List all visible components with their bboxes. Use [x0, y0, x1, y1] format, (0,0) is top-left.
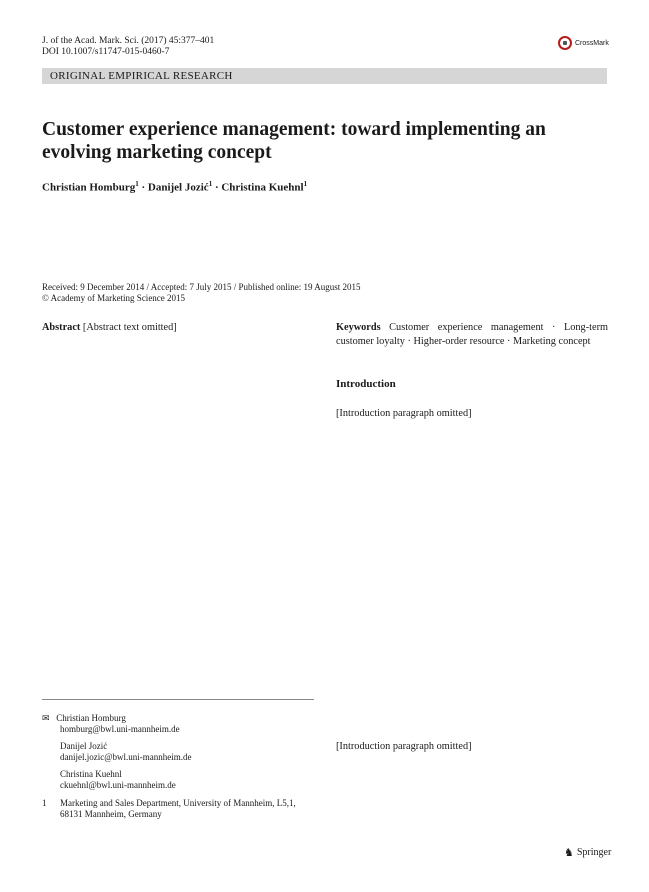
- corresponding-author-block: [42, 713, 180, 735]
- crossmark-badge[interactable]: [558, 36, 609, 50]
- coauthor-name: Danijel Jozić: [60, 741, 108, 751]
- abstract-label: Abstract: [42, 322, 81, 333]
- affiliation-text: Marketing and Sales Department, University of Mannheim, L5,1, 68131 Mannheim, Germany: [60, 798, 296, 820]
- affiliation-ref: 1: [303, 180, 308, 188]
- springer-horse-icon: ♞: [564, 847, 574, 859]
- intro-paragraph: [Introduction paragraph omitted]: [336, 408, 472, 419]
- keywords-text: Customer experience management · Long-term customer loyalty · Higher-order resource · Marketing concept: [336, 322, 609, 347]
- contact-name: Christian Homburg: [56, 713, 126, 723]
- article-type-band: ORIGINAL EMPIRICAL RESEARCH: [42, 68, 607, 84]
- author-name[interactable]: Christian Homburg: [42, 181, 136, 194]
- section-heading-introduction: Introduction: [336, 378, 396, 390]
- journal-citation: J. of the Acad. Mark. Sci. (2017) 45:377–401: [42, 36, 215, 46]
- copyright-notice: © Academy of Marketing Science 2015: [42, 293, 186, 303]
- coauthor-block: [42, 769, 176, 791]
- affiliation-number: 1: [42, 798, 47, 808]
- coauthor-email[interactable]: ckuehnl@bwl.uni-mannheim.de: [60, 780, 176, 791]
- publisher-logo: [564, 846, 611, 859]
- keywords: [336, 321, 608, 348]
- abstract: [42, 321, 314, 335]
- publisher-name: Springer: [576, 847, 612, 858]
- affiliation-ref: 1: [135, 180, 139, 188]
- doi[interactable]: DOI 10.1007/s11747-015-0460-7: [42, 47, 170, 57]
- author-separator: ·: [212, 181, 222, 194]
- affiliation-ref: 1: [208, 180, 213, 188]
- envelope-icon: ✉: [42, 713, 50, 723]
- author-separator: ·: [138, 181, 148, 194]
- coauthor-name: Christina Kuehnl: [60, 769, 122, 779]
- author-name[interactable]: Christina Kuehnl: [221, 181, 304, 194]
- intro-paragraph: [Introduction paragraph omitted]: [336, 741, 472, 752]
- author-name[interactable]: Danijel Jozić: [147, 181, 209, 194]
- publication-dates: Received: 9 December 2014 / Accepted: 7 July 2015 / Published online: 19 August 2015: [42, 282, 361, 292]
- coauthor-email[interactable]: danijel.jozic@bwl.uni-mannheim.de: [60, 752, 192, 763]
- affiliation-note: [42, 798, 314, 820]
- footnote-divider: [42, 699, 314, 700]
- abstract-text: [Abstract text omitted]: [82, 322, 177, 333]
- coauthor-block: [42, 741, 192, 763]
- crossmark-label: CrossMark: [575, 39, 609, 47]
- article-title: Customer experience management: toward implementing an evolving marketing concept: [42, 119, 546, 163]
- keywords-label: Keywords: [336, 322, 381, 333]
- author-list: [42, 180, 307, 194]
- crossmark-icon: [558, 36, 572, 50]
- contact-email[interactable]: homburg@bwl.uni-mannheim.de: [60, 724, 180, 735]
